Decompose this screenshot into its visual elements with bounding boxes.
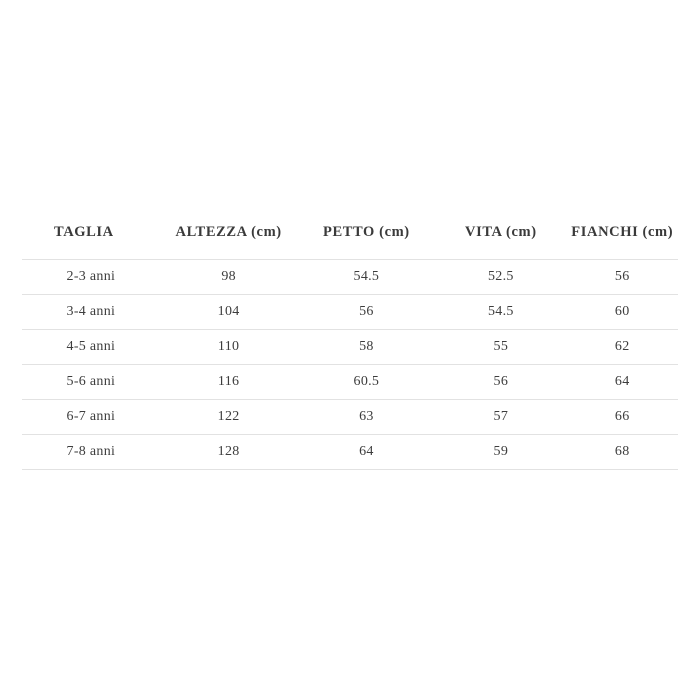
cell-fianchi: 64 <box>566 365 678 400</box>
column-header-altezza: ALTEZZA (cm) <box>175 224 282 240</box>
cell-altezza: 104 <box>160 295 298 330</box>
table-row <box>22 260 678 295</box>
cell-altezza: 110 <box>160 330 298 365</box>
cell-altezza: 98 <box>160 260 298 295</box>
cell-vita: 52.5 <box>435 260 566 295</box>
cell-fianchi: 66 <box>566 400 678 435</box>
cell-petto: 54.5 <box>298 260 436 295</box>
size-chart-container <box>22 218 678 470</box>
table-body <box>22 260 678 470</box>
cell-fianchi: 56 <box>566 260 678 295</box>
cell-petto: 64 <box>298 435 436 470</box>
cell-fianchi: 60 <box>566 295 678 330</box>
table-row <box>22 400 678 435</box>
column-header-petto: PETTO (cm) <box>323 224 410 240</box>
cell-petto: 60.5 <box>298 365 436 400</box>
size-chart-table <box>22 218 678 470</box>
column-header-taglia: TAGLIA <box>54 224 114 240</box>
table-row <box>22 330 678 365</box>
cell-taglia: 3-4 anni <box>22 295 160 330</box>
column-header-vita: VITA (cm) <box>465 224 537 240</box>
cell-taglia: 2-3 anni <box>22 260 160 295</box>
cell-vita: 56 <box>435 365 566 400</box>
cell-petto: 58 <box>298 330 436 365</box>
cell-petto: 56 <box>298 295 436 330</box>
cell-fianchi: 62 <box>566 330 678 365</box>
cell-altezza: 116 <box>160 365 298 400</box>
cell-taglia: 6-7 anni <box>22 400 160 435</box>
cell-vita: 55 <box>435 330 566 365</box>
table-header-row <box>22 218 678 260</box>
table-row <box>22 435 678 470</box>
cell-altezza: 122 <box>160 400 298 435</box>
cell-vita: 57 <box>435 400 566 435</box>
cell-fianchi: 68 <box>566 435 678 470</box>
cell-taglia: 4-5 anni <box>22 330 160 365</box>
cell-taglia: 5-6 anni <box>22 365 160 400</box>
table-row <box>22 365 678 400</box>
table-header <box>22 218 678 260</box>
column-header-fianchi: FIANCHI (cm) <box>571 224 674 240</box>
cell-altezza: 128 <box>160 435 298 470</box>
cell-taglia: 7-8 anni <box>22 435 160 470</box>
cell-vita: 54.5 <box>435 295 566 330</box>
table-row <box>22 295 678 330</box>
cell-vita: 59 <box>435 435 566 470</box>
cell-petto: 63 <box>298 400 436 435</box>
